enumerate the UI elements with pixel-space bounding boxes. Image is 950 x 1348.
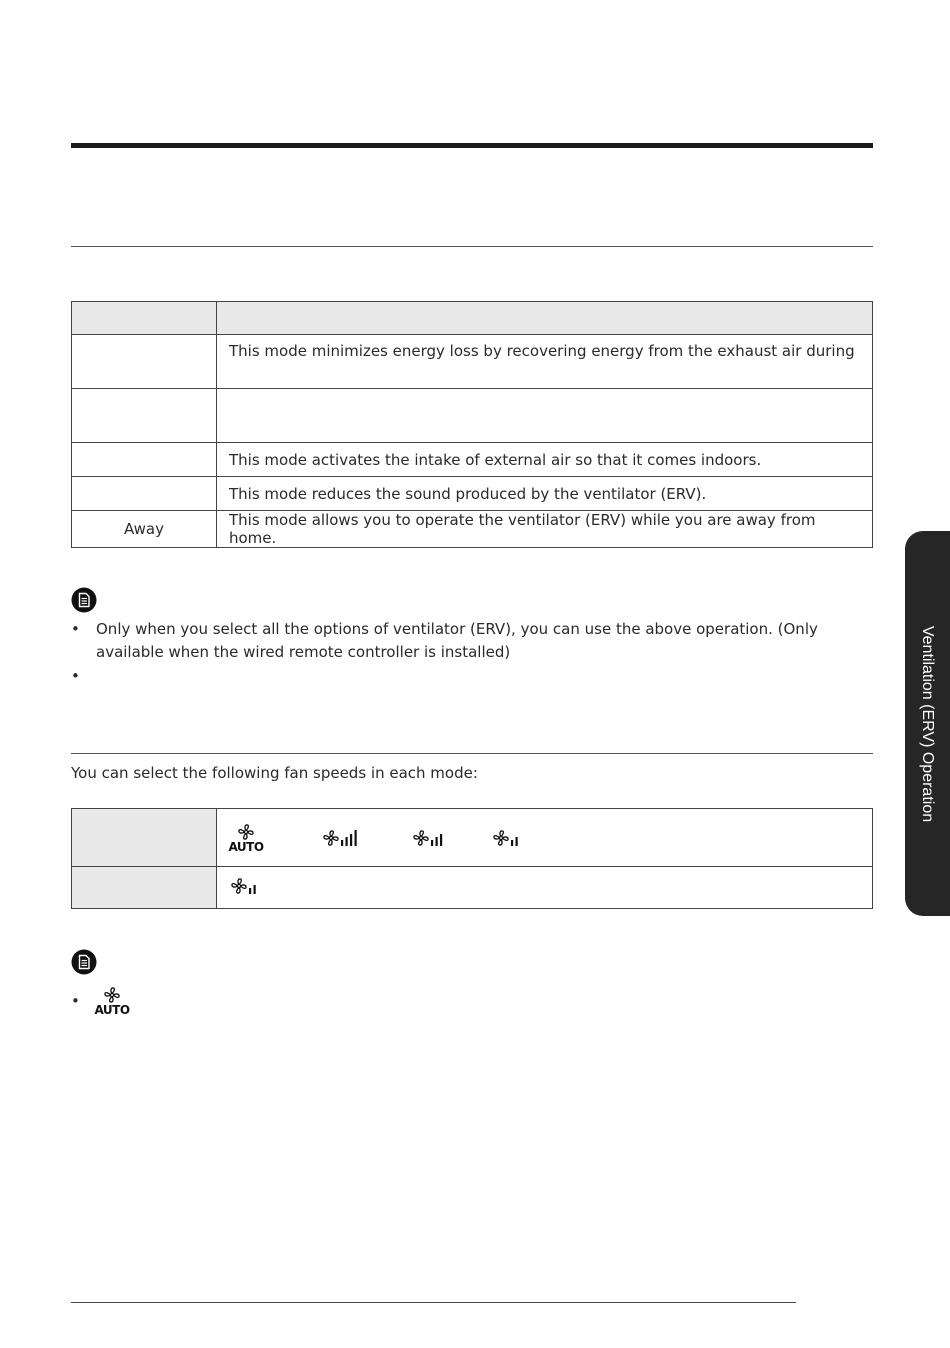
side-tab-label: Ventilation (ERV) Operation [919,625,936,822]
fan-speed-table [71,808,873,909]
note-text: Only when you select all the options of ventilator (ERV), you can use the above operation. (Only available when the wired remote controller is installed) [96,620,818,661]
section-rule-mode [71,246,873,247]
mode-table [71,301,873,548]
section-rule-fan-speed [71,753,873,754]
header-rule [71,143,873,148]
fan-medium-icon [411,827,445,849]
mode-name-cell [72,477,217,511]
side-section-tab [905,531,950,916]
fan-low-icon [491,827,521,849]
table-row [72,511,873,548]
note-bullet [71,618,876,666]
fan-auto-icon [229,823,263,853]
mode-desc-cell [217,389,873,443]
bullet-dot: • [71,667,80,685]
auto-label: AUTO [228,839,264,854]
fan-mode-cell [72,867,217,909]
mode-name-cell [72,335,217,389]
fan-speeds-cell [217,867,873,909]
fan-speed-intro: You can select the following fan speeds in each mode: [71,764,478,782]
fan-speeds-cell [217,809,873,867]
note-icon [71,587,97,613]
note-icon [71,949,97,975]
table-row [72,443,873,477]
auto-label: AUTO [94,1003,130,1017]
fan-mode-cell [72,809,217,867]
mode-desc-cell: This mode reduces the sound produced by the ventilator (ERV). [217,477,873,511]
table-row [72,389,873,443]
note-bullet [71,990,91,1013]
mode-desc-cell: This mode allows you to operate the ventilator (ERV) while you are away from home. [217,511,873,548]
bullet-dot: • [71,620,80,638]
note-bullet [71,665,91,688]
footer-rule [71,1302,796,1303]
mode-name-cell [72,389,217,443]
table-row [72,867,873,909]
table-header-row [72,302,873,335]
bullet-dot: • [71,992,80,1010]
mode-name-cell: Away [72,511,217,548]
fan-icon-group [229,823,860,853]
mode-name-cell [72,443,217,477]
fan-high-icon [321,827,359,849]
description-header-cell [217,302,873,335]
mode-desc-cell: This mode activates the intake of external air so that it comes indoors. [217,443,873,477]
fan-auto-icon [95,986,129,1016]
mode-header-cell [72,302,217,335]
table-row [72,809,873,867]
mode-desc-cell: This mode minimizes energy loss by recovering energy from the exhaust air during [217,335,873,389]
table-row [72,477,873,511]
fan-low-icon [229,875,259,897]
table-row [72,335,873,389]
